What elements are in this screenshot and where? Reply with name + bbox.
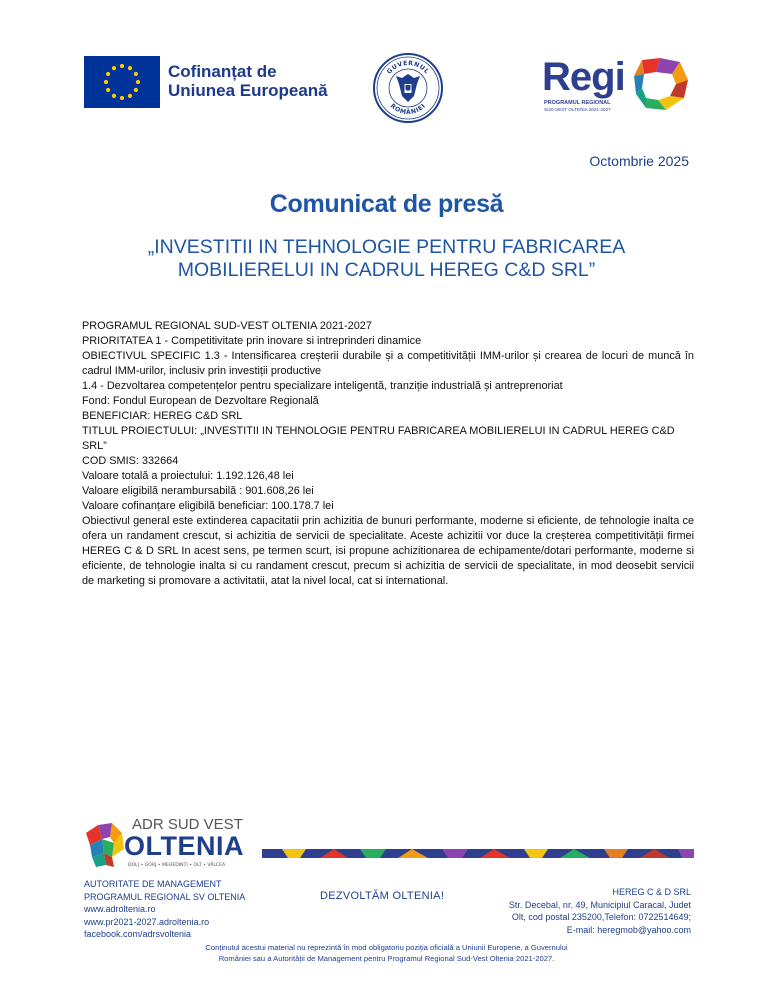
- footer-right-line1: HEREG C & D SRL: [612, 887, 691, 897]
- eu-flag-icon: [84, 56, 160, 108]
- managing-authority-info: [84, 878, 245, 941]
- logo-counties-text: DOLJ • GORJ • MEHEDINȚI • OLT • VÂLCEA: [128, 863, 226, 868]
- press-release-body: [82, 319, 694, 589]
- regio-logo-icon: [542, 54, 692, 116]
- decorative-ribbon: [262, 845, 694, 865]
- footer-link-facebook[interactable]: facebook.com/adrsvoltenia: [84, 929, 192, 939]
- logo-main-text: OLTENIA: [124, 831, 244, 861]
- footer-left-line1: AUTORITATE DE MANAGEMENT: [84, 879, 222, 889]
- header: [0, 52, 773, 122]
- eu-text-line2: Uniunea Europeană: [168, 81, 328, 100]
- subtitle-line2: MOBILIERELUI IN CADRUL HEREG C&D SRL”: [177, 259, 596, 281]
- objective-14-line: 1.4 - Dezvoltarea competențelor pentru specializare inteligentă, tranziție industrială și antreprenoriat: [82, 380, 563, 392]
- regio-tagline-line2: SUD-VEST OLTENIA 2021-2027: [544, 107, 611, 112]
- footer-email[interactable]: E-mail: heregmob@yahoo.com: [566, 924, 691, 935]
- priority-line: PRIORITATEA 1 - Competitivitate prin inovare si intreprinderi dinamice: [82, 335, 422, 347]
- disclaimer-line1: Conținutul acestui material nu reprezintă în mod obligatoriu poziția oficială a Uniunii Europene, a Guvernului: [205, 943, 568, 952]
- eu-text-line1: Cofinanțat de: [168, 62, 277, 81]
- subtitle-line1: „INVESTITII IN TEHNOLOGIE PENTRU FABRICAREA: [147, 236, 626, 258]
- project-subtitle: [0, 236, 773, 282]
- svg-text:GUVERNUL: GUVERNUL: [385, 59, 431, 76]
- total-value-line: Valoare totală a proiectului: 1.192.126,48 lei: [82, 470, 294, 482]
- footer-slogan: DEZVOLTĂM OLTENIA!: [320, 890, 445, 902]
- program-line: PROGRAMUL REGIONAL SUD-VEST OLTENIA 2021-2027: [82, 320, 372, 332]
- fund-line: Fond: Fondul European de Dezvoltare Regională: [82, 395, 319, 407]
- footer-link-pr2021[interactable]: www.pr2021-2027.adroltenia.ro: [84, 916, 210, 927]
- footer-link-adroltenia[interactable]: www.adroltenia.ro: [84, 904, 156, 914]
- beneficiary-contact-info: [509, 886, 691, 936]
- specific-objective-line: OBIECTIVUL SPECIFIC 1.3 - Intensificarea creșterii durabile și a competitivității IMM-urilor și crearea de locuri de muncă în cadrul IMM-urilor, inclusiv prin investiții productive: [82, 350, 694, 377]
- disclaimer-line2: României sau a Autorității de Management pentru Programul Regional Sud-Vest Oltenia 2021-2027.: [218, 954, 555, 963]
- general-objective-paragraph: Obiectivul general este extinderea capacitatii prin achizitia de bunuri performante, moderne si eficiente, de tehnologie inalta ce ofera un randament crescut, si achizitia de servicii de specialitate. Aceste achizitii vor duce la creșterea competitivității firmei HEREG C & D SRL In acest sens, pe termen scurt, isi propune achizitionarea de echipamente/dotari performante, moderne si eficiente, de tehnologie inalta si cu randament crescut, precum si achizitia de servicii de specialitate, in mod deosebit servicii de marketing si promovare a activitatii, atat la nivel local, cat si international.: [82, 515, 694, 587]
- footer-right-line2: Str. Decebal, nr. 49, Municipiul Caracal, Judet: [508, 899, 691, 910]
- project-title-line: TITLUL PROIECTULUI: „INVESTITII IN TEHNOLOGIE PENTRU FABRICAREA MOBILIERELUI IN CADRUL HEREG C&D SRL”: [82, 425, 675, 452]
- eu-cofinancing-text: [168, 62, 328, 100]
- adr-oltenia-logo-icon: [84, 813, 259, 871]
- svg-text:Regi: Regi: [542, 55, 625, 99]
- eligible-value-line: Valoare eligibilă nerambursabilă : 901.608,26 lei: [82, 485, 314, 497]
- document-date: Octombrie 2025: [589, 153, 689, 169]
- logo-top-text: ADR SUD VEST: [132, 816, 243, 833]
- disclaimer: [0, 942, 773, 964]
- cofinancing-line: Valoare cofinanțare eligibilă beneficiar: 100.178.7 lei: [82, 500, 334, 512]
- page-title: Comunicat de presă: [269, 190, 504, 218]
- footer-right-line3: Olt, cod postal 235200,Telefon: 0722514649;: [511, 912, 691, 922]
- svg-text:ROMÂNIEI: ROMÂNIEI: [388, 102, 428, 117]
- romanian-government-seal-icon: [372, 52, 444, 124]
- footer-left-line2: PROGRAMUL REGIONAL SV OLTENIA: [84, 891, 246, 902]
- beneficiary-line: BENEFICIAR: HEREG C&D SRL: [82, 410, 243, 422]
- smis-code-line: COD SMIS: 332664: [82, 455, 179, 467]
- regio-tagline-line1: PROGRAMUL REGIONAL: [544, 100, 611, 106]
